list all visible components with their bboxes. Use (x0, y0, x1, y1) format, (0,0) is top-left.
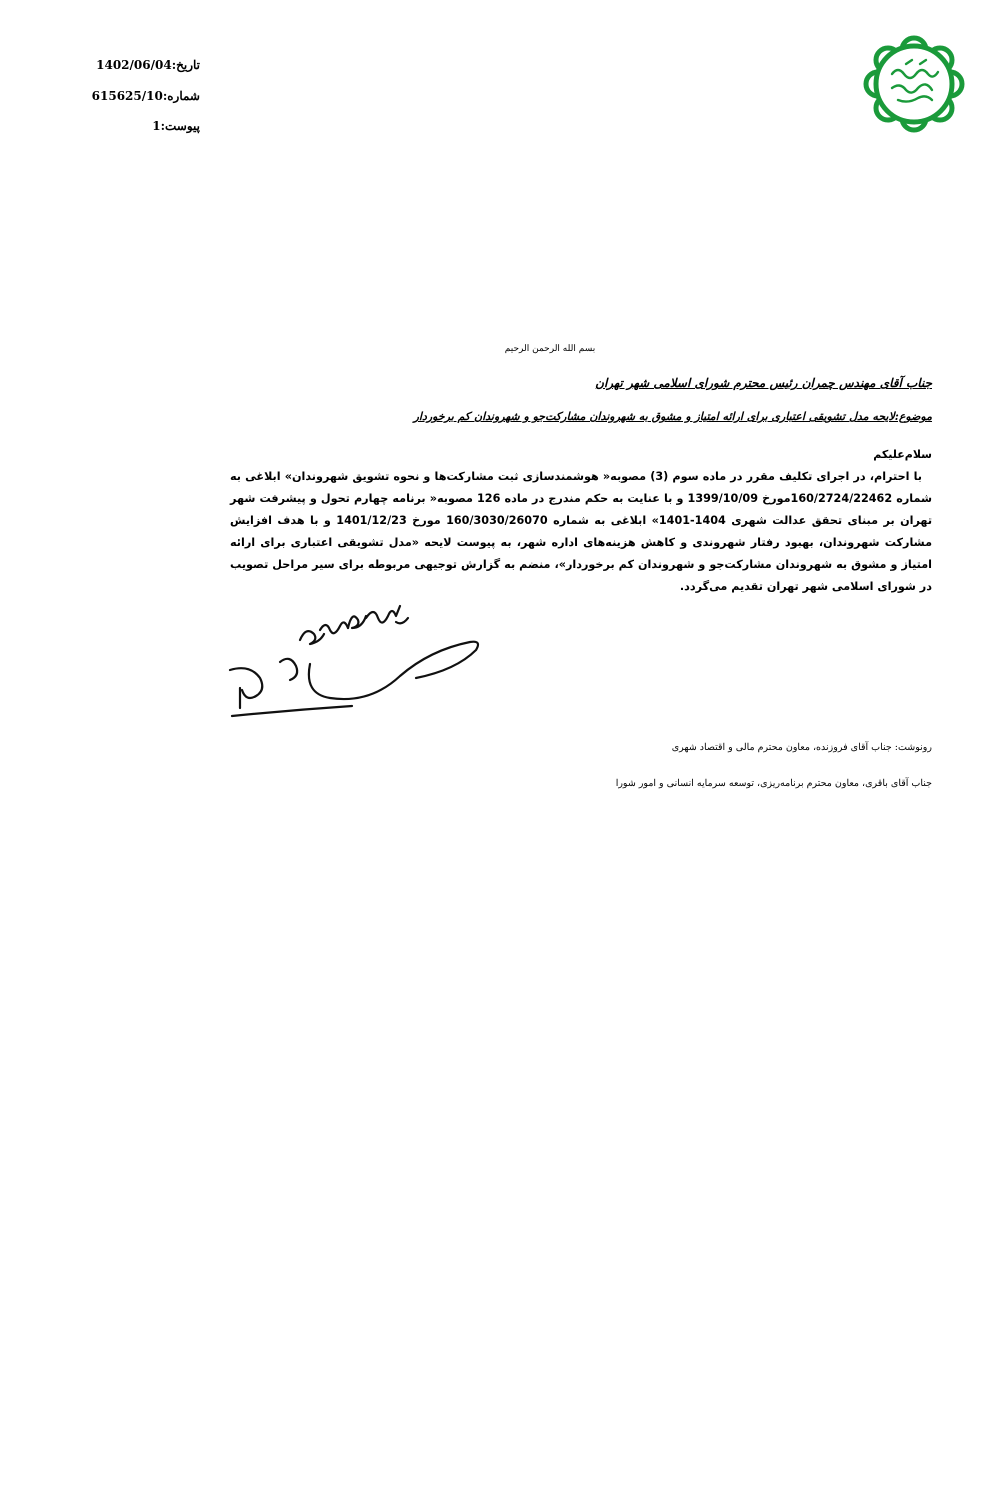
cc-line-2: جناب آقای باقری، معاون محترم برنامه‌ریزی، توسعه سرمایه انسانی و امور شورا (615, 778, 932, 789)
letter-body: با احترام، در اجرای تکلیف مقرر در ماده سوم (3) مصوبه« هوشمندسازی ثبت مشارکت‌ها و نحوه تشویق شهروندان» ابلاغی به شماره 160/2724/22462مورخ 1399/10/09 و با عنایت به حکم مندرج در ماده 126 مصوبه« برنامه چهارم تحول و پیشرفت شهر تهران بر مبنای تحقق عدالت شهری 1404-1401» ابلاغی به شماره 160/3030/26070 مورخ 1401/12/23 و با هدف افزایش مشارکت شهروندان، بهبود رفتار شهروندی و کاهش هزینه‌های اداره شهر، به پیوست لایحه «مدل تشویقی اعتباری برای ارائه امتیاز و مشوق به شهروندان مشارکت‌جو و شهروندان کم برخوردار»، منضم به گزارش توجیهی مربوطه برای سیر مراحل تصویب در شورای اسلامی شهر تهران تقدیم می‌گردد. (230, 470, 933, 593)
letter-date: تاریخ:1402/06/04 (96, 58, 200, 72)
handwritten-signature (220, 600, 490, 720)
basmala: بسم الله الرحمن الرحیم (504, 344, 596, 354)
subject-line: موضوع:لایحه مدل تشویقی اعتباری برای ارائه امتیاز و مشوق به شهروندان مشارکت‌جو و شهروندان کم برخوردار (413, 410, 932, 423)
letter-attachment: پیوست:1 (152, 119, 200, 133)
council-logo (858, 34, 970, 134)
greeting: سلام‌علیکم (873, 448, 932, 461)
letter-number: شماره:615625/10 (91, 89, 200, 103)
recipient-line: جناب آقای مهندس چمران رئیس محترم شورای اسلامی شهر تهران (595, 376, 932, 390)
cc-line-1: رونوشت: جناب آقای فروزنده، معاون محترم مالی و اقتصاد شهری (671, 742, 932, 753)
